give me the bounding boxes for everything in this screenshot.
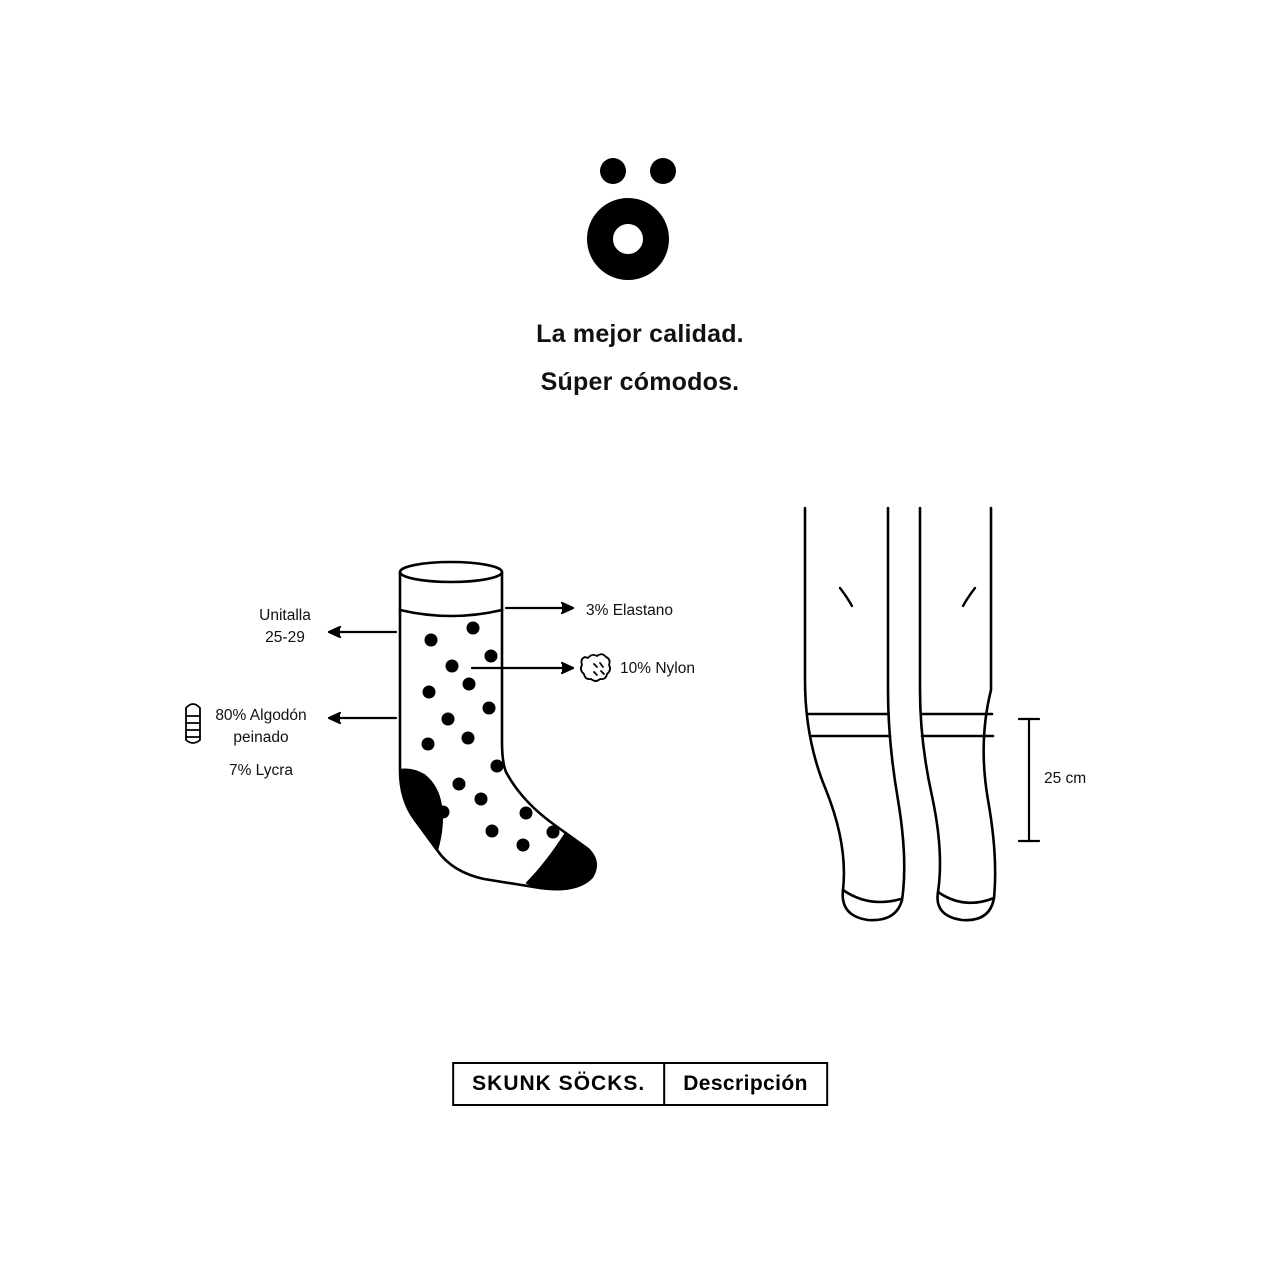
label-cotton-line2: peinado: [233, 729, 289, 747]
label-height: 25 cm: [1044, 770, 1087, 787]
label-lycra: 7% Lycra: [228, 762, 294, 779]
nylon-swatch-icon: [581, 654, 610, 681]
label-cotton: [205, 705, 317, 750]
footer-brand: SKUNK SÖCKS.: [472, 1072, 646, 1095]
footer-badge: [452, 1062, 828, 1106]
footer-section: Descripción: [683, 1072, 808, 1095]
measurement-bar-icon: [1019, 719, 1039, 841]
label-nylon: 10% Nylon: [620, 660, 695, 677]
legs-with-socks-illustration-icon: [805, 508, 995, 920]
headline-quality: La mejor calidad.: [536, 320, 744, 348]
label-unitalla-value: 25-29: [265, 629, 305, 647]
label-elastane: 3% Elastano: [586, 602, 674, 619]
label-cotton-line1: 80% Algodón: [215, 707, 307, 724]
label-unitalla-title: Unitalla: [259, 607, 311, 624]
thread-spool-icon: [186, 704, 200, 743]
label-unitalla: [250, 605, 320, 650]
headline-comfort: Súper cómodos.: [540, 368, 740, 396]
